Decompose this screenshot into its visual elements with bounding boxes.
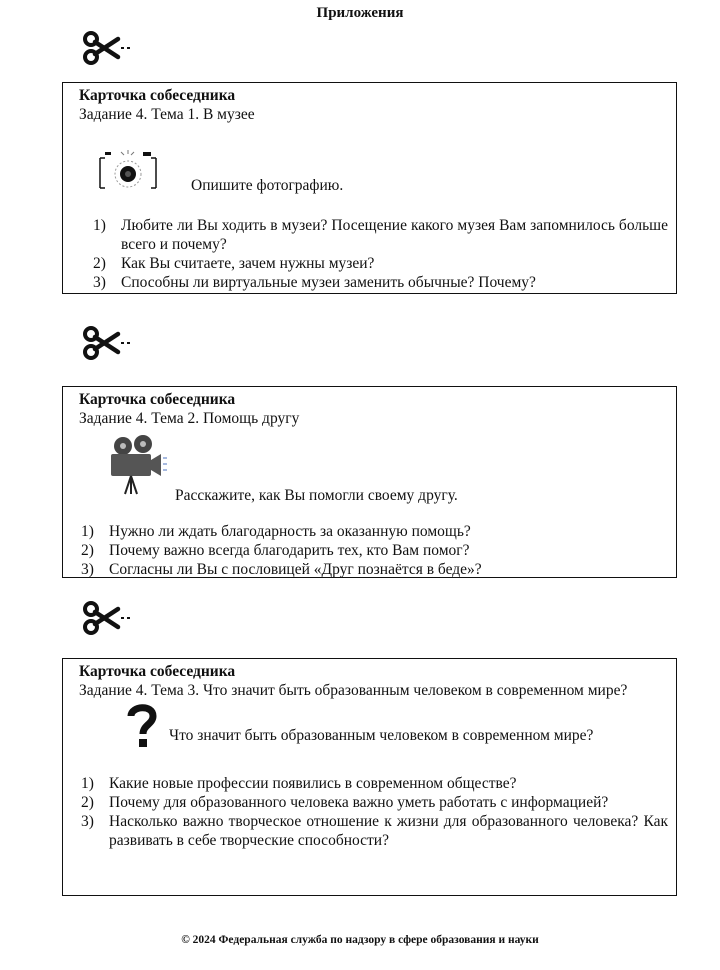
card-title: Карточка собеседника [79,663,236,680]
question-text: Какие новые профессии появились в современном обществе? [109,775,517,792]
page-heading: Приложения [316,5,404,21]
question-list [79,522,668,579]
scissors-icon [82,30,132,66]
question-number: 3) [81,561,94,578]
question-mark-icon [127,702,157,750]
list-item [79,812,668,850]
movie-camera-icon [105,434,171,496]
question-text: Почему важно всегда благодарить тех, кто Вам помог? [109,542,470,559]
question-text: Способны ли виртуальные музеи заменить обычные? Почему? [121,274,536,291]
question-number: 3) [81,813,94,830]
question-number: 1) [81,523,94,540]
question-number: 2) [81,794,94,811]
question-number: 2) [81,542,94,559]
question-text: Любите ли Вы ходить в музеи? Посещение какого музея Вам запомнилось больше всего и почему? [121,217,668,253]
question-text: Насколько важно творческое отношение к жизни для образованного человека? Как развивать в себе творческие способности? [109,813,668,849]
task-prompt: Что значит быть образованным человеком в современном мире? [169,727,594,744]
scissors-icon [82,325,132,361]
question-number: 1) [81,775,94,792]
list-item [79,254,668,273]
card-title: Карточка собеседника [79,391,236,408]
question-text: Как Вы считаете, зачем нужны музеи? [121,255,375,272]
card-title: Карточка собеседника [79,87,236,104]
scissors-icon [82,600,132,636]
task-label: Задание 4. Тема 1. В музее [79,106,255,123]
question-list [79,216,668,292]
card-topic-3 [62,658,677,896]
question-text: Почему для образованного человека важно уметь работать с информацией? [109,794,609,811]
camera-icon [97,148,159,196]
page-footer: © 2024 Федеральная служба по надзору в сфере образования и науки [181,934,539,946]
list-item [79,774,668,793]
list-item [79,793,668,812]
list-item [79,522,668,541]
question-list [79,774,668,850]
question-number: 2) [93,255,106,272]
question-number: 1) [93,217,106,234]
question-text: Нужно ли ждать благодарность за оказанную помощь? [109,523,471,540]
question-number: 3) [93,274,106,291]
task-prompt: Опишите фотографию. [191,177,344,194]
list-item [79,541,668,560]
list-item [79,273,668,292]
card-topic-2 [62,386,677,578]
list-item [79,560,668,579]
list-item [79,216,668,254]
question-text: Согласны ли Вы с пословицей «Друг познаётся в беде»? [109,561,482,578]
task-label: Задание 4. Тема 3. Что значит быть образованным человеком в современном мире? [79,682,628,699]
task-label: Задание 4. Тема 2. Помощь другу [79,410,300,427]
card-topic-1 [62,82,677,294]
task-prompt: Расскажите, как Вы помогли своему другу. [175,487,458,504]
